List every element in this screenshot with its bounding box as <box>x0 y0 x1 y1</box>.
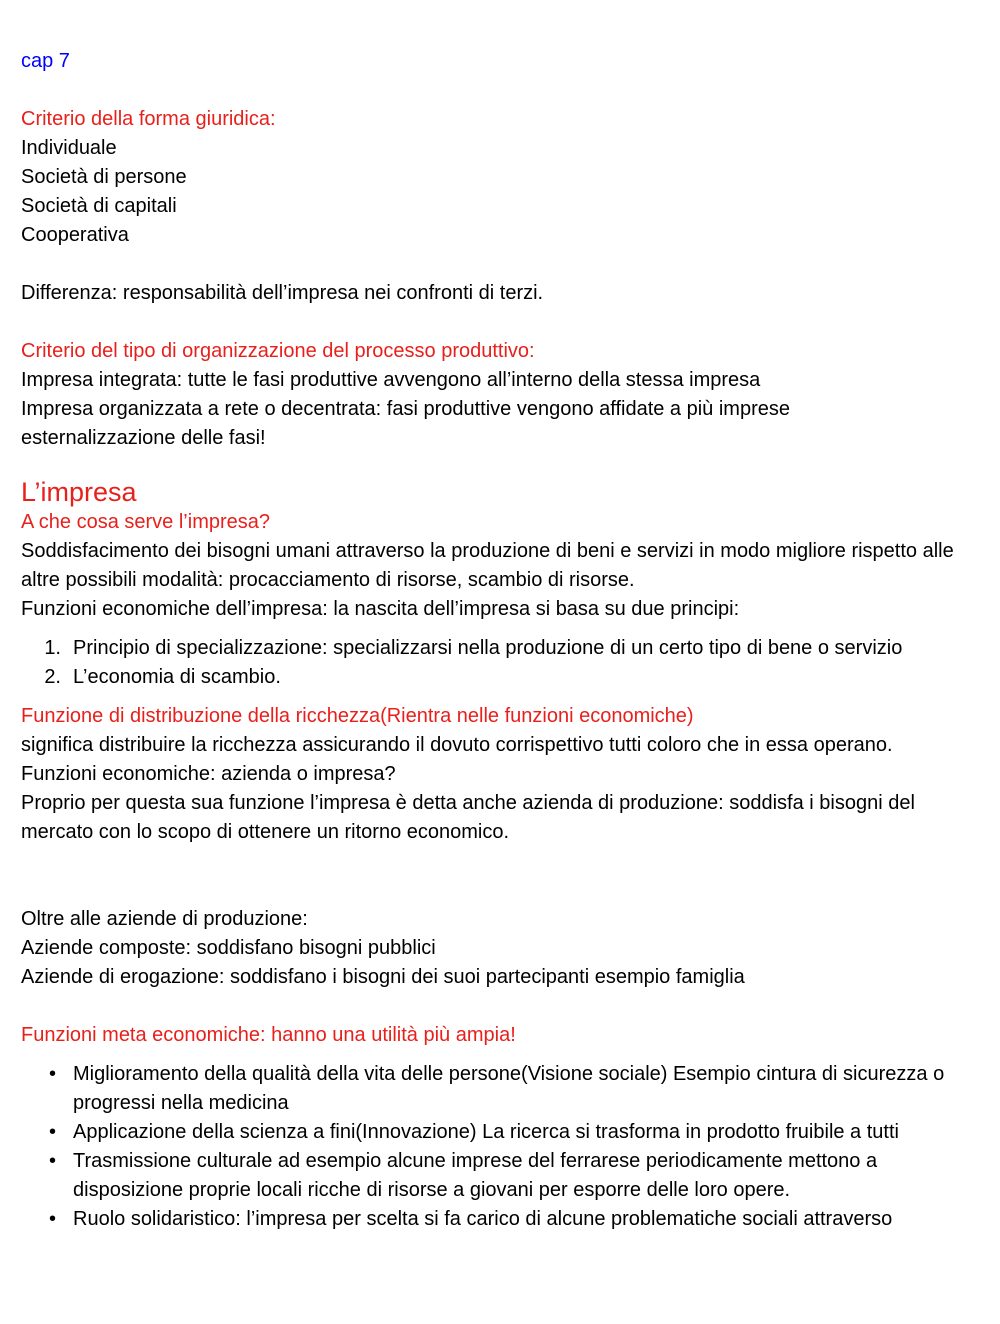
functions-line: Funzioni economiche dell’impresa: la nascita dell’impresa si basa su due principi: <box>21 598 740 620</box>
list-item-text: Principio di specializzazione: specializzarsi nella produzione di un certo tipo di bene o servizio <box>73 637 903 659</box>
spacer <box>21 76 986 105</box>
legal-form-heading: Criterio della forma giuridica: <box>21 108 276 130</box>
organization-line: Impresa organizzata a rete o decentrata: fasi produttive vengono affidate a più imprese <box>21 398 790 420</box>
spacer <box>21 250 986 279</box>
distribution-paragraph: Proprio per questa sua funzione l’impresa è detta anche azienda di produzione: soddisfa i bisogni del mercato con lo scopo di ottenere un ritorno economico. <box>21 792 915 843</box>
spacer <box>21 453 986 471</box>
list-item <box>21 1147 986 1205</box>
legal-form-item: Cooperativa <box>21 224 129 246</box>
list-item-text: Miglioramento della qualità della vita delle persone(Visione sociale) Esempio cintura di sicurezza o progressi nella medicina <box>73 1063 945 1114</box>
legal-form-item: Individuale <box>21 137 117 159</box>
list-item <box>21 1118 986 1147</box>
other-companies-line: Aziende di erogazione: soddisfano i bisogni dei suoi partecipanti esempio famiglia <box>21 966 745 988</box>
organization-line: Impresa integrata: tutte le fasi produttive avvengono all’interno della stessa impresa <box>21 369 761 391</box>
distribution-heading: Funzione di distribuzione della ricchezza(Rientra nelle funzioni economiche) <box>21 705 694 727</box>
other-companies-line: Aziende composte: soddisfano bisogni pubblici <box>21 937 436 959</box>
legal-form-item: Società di persone <box>21 166 187 188</box>
difference-line: Differenza: responsabilità dell’impresa nei confronti di terzi. <box>21 282 544 304</box>
spacer <box>21 847 986 876</box>
distribution-line: Funzioni economiche: azienda o impresa? <box>21 763 396 785</box>
list-item <box>21 1060 986 1118</box>
spacer <box>21 876 986 905</box>
list-marker: 2. <box>44 666 61 688</box>
list-item-text: Trasmissione culturale ad esempio alcune imprese del ferrarese periodicamente mettono a disposizione proprie locali ricche di risorse a giovani per esporre delle loro opere. <box>73 1150 878 1201</box>
impresa-title: L’impresa <box>21 477 137 507</box>
spacer <box>21 308 986 337</box>
impresa-paragraph: Soddisfacimento dei bisogni umani attraverso la produzione di beni e servizi in modo migliore rispetto alle altre possibili modalità: procacciamento di risorse, scambio di risorse. <box>21 540 954 591</box>
impresa-subheading: A che cosa serve l’impresa? <box>21 511 271 533</box>
bullet-icon: • <box>49 1150 57 1172</box>
list-marker: 1. <box>44 637 61 659</box>
list-item <box>21 1205 986 1234</box>
list-item-text: L’economia di scambio. <box>73 666 281 688</box>
list-item <box>21 663 986 692</box>
bullet-icon: • <box>49 1208 57 1230</box>
document-page <box>21 47 986 1244</box>
bullet-icon: • <box>49 1121 57 1143</box>
list-item-text: Applicazione della scienza a fini(Innovazione) La ricerca si trasforma in prodotto fruibile a tutti <box>73 1121 899 1143</box>
legal-form-item: Società di capitali <box>21 195 177 217</box>
organization-heading: Criterio del tipo di organizzazione del processo produttivo: <box>21 340 535 362</box>
list-item <box>21 634 986 663</box>
other-companies-line: Oltre alle aziende di produzione: <box>21 908 308 930</box>
organization-line: esternalizzazione delle fasi! <box>21 427 266 449</box>
bullet-icon: • <box>49 1063 57 1085</box>
principles-list <box>21 634 986 692</box>
list-item-text: Ruolo solidaristico: l’impresa per scelta si fa carico di alcune problematiche sociali attraverso <box>73 1208 893 1230</box>
distribution-line: significa distribuire la ricchezza assicurando il dovuto corrispettivo tutti coloro che in essa operano. <box>21 734 893 756</box>
spacer <box>21 992 986 1021</box>
meta-bullet-list <box>21 1060 986 1234</box>
chapter-label: cap 7 <box>21 50 70 72</box>
meta-heading: Funzioni meta economiche: hanno una utilità più ampia! <box>21 1024 516 1046</box>
